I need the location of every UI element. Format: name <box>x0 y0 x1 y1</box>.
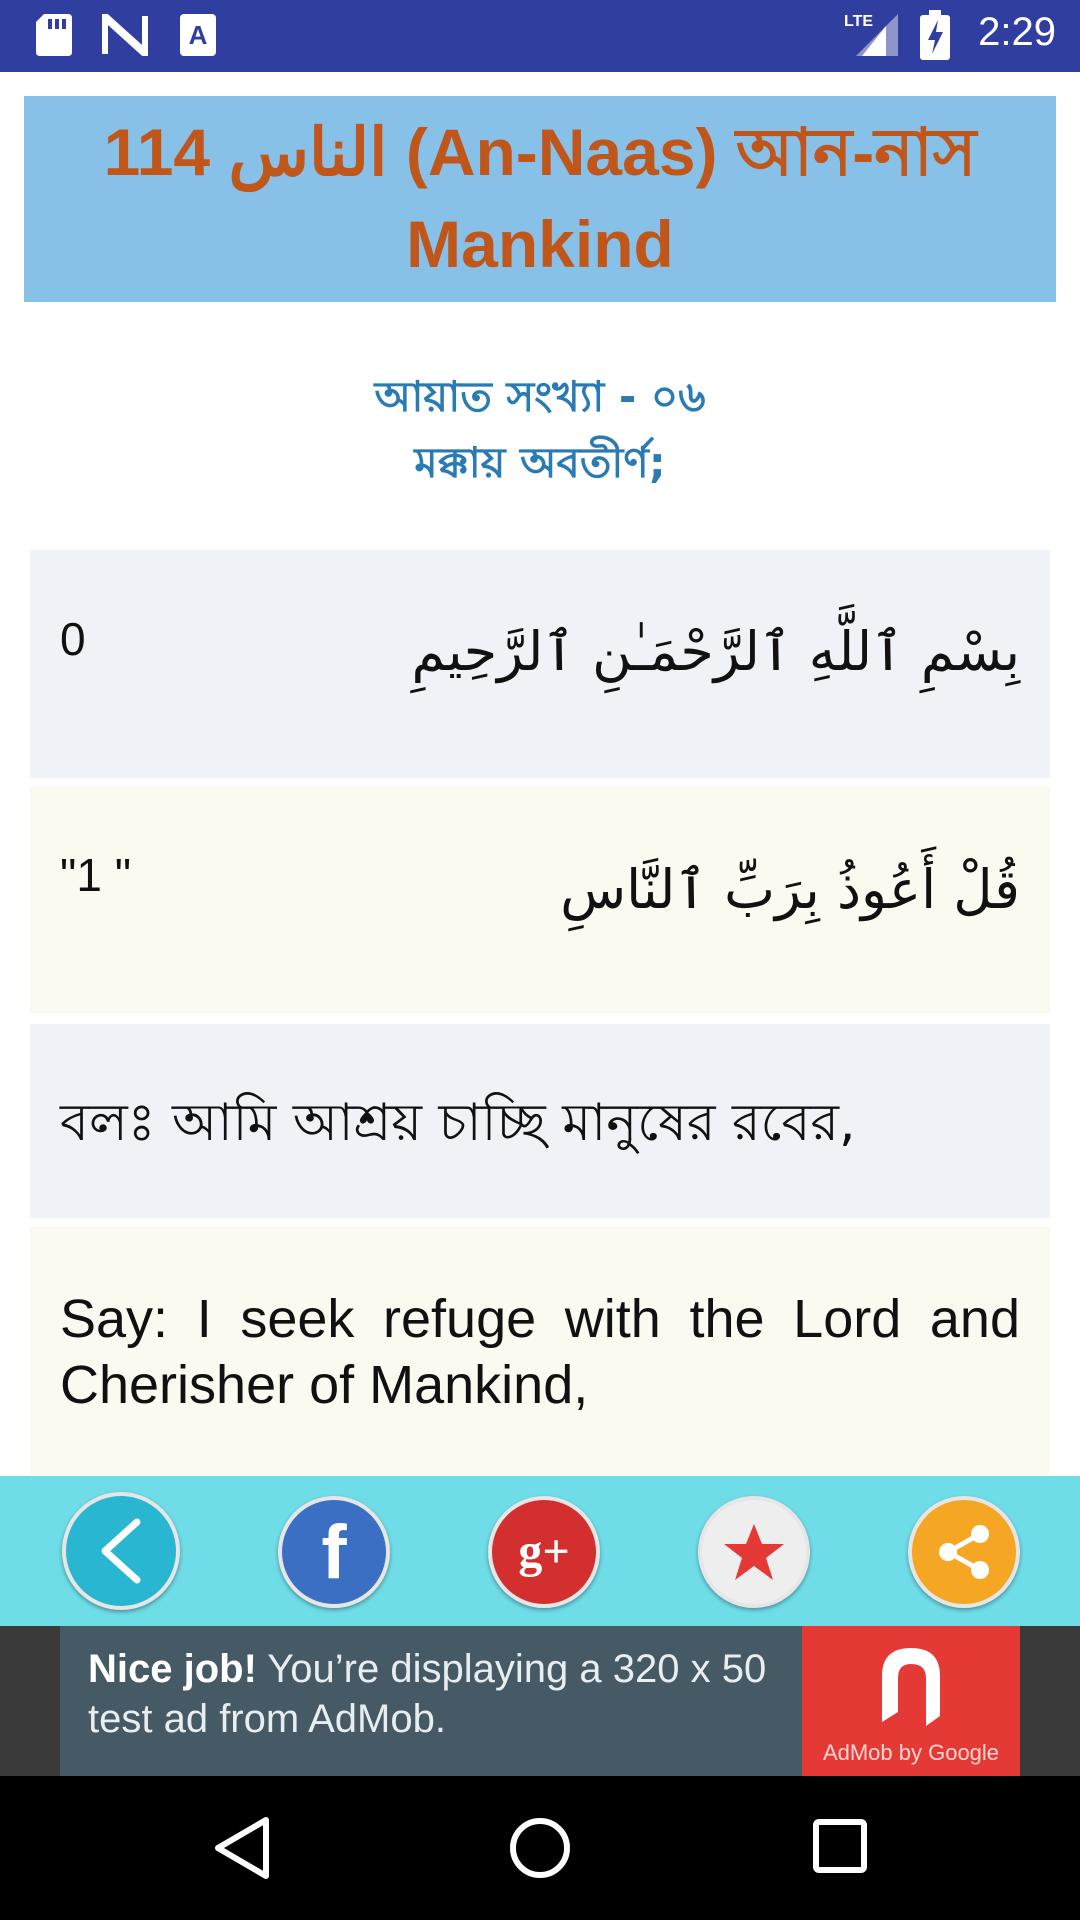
nav-home-icon[interactable] <box>508 1816 572 1884</box>
share-button[interactable] <box>908 1496 1020 1608</box>
ad-headline: Nice job! <box>88 1647 257 1691</box>
revelation-place: মক্কায় অবতীর্ণ; <box>414 438 666 487</box>
verse-card[interactable] <box>30 786 1050 1014</box>
navigation-bar <box>0 1776 1080 1920</box>
bengali-translation: বলঃ আমি আশ্রয় চাচ্ছি মানুষের রবের, <box>60 1093 856 1153</box>
svg-text:g+: g+ <box>518 1525 570 1578</box>
back-button[interactable] <box>62 1492 180 1610</box>
english-translation: Say: I seek refuge with the Lord and Cherisher of Mankind, <box>60 1289 1020 1415</box>
admob-logo <box>802 1626 1020 1776</box>
verse-number: 0 <box>60 613 86 665</box>
signal-icon <box>842 12 904 62</box>
surah-title: 114 الناس (An-Naas) আন-নাস <box>103 115 977 189</box>
verse-card[interactable] <box>30 550 1050 778</box>
sd-card-icon <box>36 14 72 60</box>
arabic-text: بِسْمِ ٱللَّهِ ٱلرَّحْمَـٰنِ ٱلرَّحِيمِ <box>411 620 1020 683</box>
nav-recents-icon[interactable] <box>812 1818 868 1878</box>
admob-icon <box>802 1626 1020 1736</box>
battery-charging-icon <box>920 10 950 64</box>
clock: 2:29 <box>978 10 1056 54</box>
surah-english-name: Mankind <box>406 207 674 281</box>
surah-title-banner <box>24 96 1056 302</box>
google-plus-button[interactable] <box>488 1496 600 1608</box>
ayat-count: আয়াত সংখ্যা - ০৬ <box>374 372 706 421</box>
bottom-action-bar <box>0 1476 1080 1626</box>
nav-back-icon[interactable] <box>212 1816 272 1884</box>
bengali-translation-card[interactable] <box>30 1024 1050 1218</box>
ad-brand: AdMob by Google <box>822 1740 1000 1765</box>
facebook-icon <box>299 1512 369 1592</box>
ad-text <box>88 1644 828 1744</box>
a-notification-icon <box>180 14 216 60</box>
status-bar <box>0 0 1080 72</box>
english-translation-card[interactable] <box>30 1226 1050 1476</box>
ad-area <box>0 1626 1080 1776</box>
google-plus-icon <box>499 1517 589 1587</box>
arabic-text: قُلْ أَعُوذُ بِرَبِّ ٱلنَّاسِ <box>560 858 1020 921</box>
back-icon <box>91 1516 151 1586</box>
svg-text:A: A <box>188 20 208 50</box>
star-icon <box>722 1520 786 1584</box>
svg-text:LTE: LTE <box>844 13 874 30</box>
n-logo-icon <box>102 14 148 60</box>
verse-number: "1 " <box>60 849 132 901</box>
ad-banner[interactable] <box>60 1626 1020 1776</box>
ad-body: You’re displaying a 320 x 50 test ad from AdMob. <box>88 1647 767 1741</box>
favorite-button[interactable] <box>698 1496 810 1608</box>
share-icon <box>932 1520 996 1584</box>
svg-text:f: f <box>321 1512 347 1592</box>
facebook-button[interactable] <box>278 1496 390 1608</box>
